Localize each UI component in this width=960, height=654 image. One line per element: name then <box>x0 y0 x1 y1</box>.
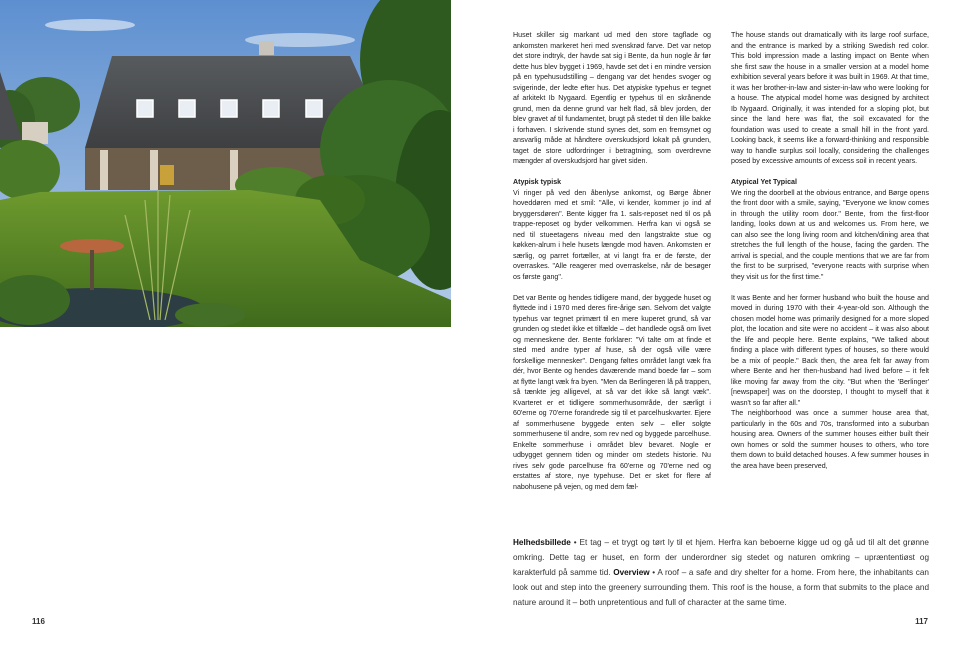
danish-paragraph-1: Vi ringer på ved den åbenlyse ankomst, og Børge åbner hoveddøren med et smil: "Alle, vi kender, kommer jo ind af bryggersdøren". Bente kigger fra 1. sals-reposet ned til os på trappe-reposet og byder velkommen. Herfra kan vi også se ned til stueetagens niveau med den langstrakte stue og køkken-alrum i hele husets længde mod haven. Ankomsten er særlig, og parret fortæller, at vi langt fra er de første, der overraskes. "Alle reagerer med overraskelse, når de besøger os første gang". <box>513 188 711 281</box>
danish-subheading: Atypisk typisk <box>513 178 562 186</box>
caption-english-text: • A roof – a safe and dry shelter for a home. From here, the inhabitants can look out and step into the greenery surrounding them. This roof is the house, a form that submits to the place and nature around it – both unpretentious and full of character at the same time. <box>513 568 929 607</box>
house-garden-photo <box>0 0 451 327</box>
english-intro: The house stands out dramatically with its large roof surface, and the entrance is marked by a striking Swedish red color. This bold impression made a lasting impact on Bente when she first saw the house in a smaller version at a model home exhibition several years before it was built in 1969. At that time, it was her brother-in-law and sister-in-law who were looking for a house. The atypical model home was designed by architect Ib Nygaard. Originally, it was intended for a sloping plot, but since the land here was flat, the soil excavated for the foundation was used to create a small hill in the front yard. Looking back, it seems like a forward-thinking and responsible way to handle surplus soil locally, considering the challenges posed by excessive amounts of excess soil in recent years. <box>731 31 929 165</box>
right-page <box>480 0 960 654</box>
caption-danish-text: • Et tag – et trygt og tørt ly til et hjem. Herfra kan beboerne kigge ud og gå ud til alt det grønne omkring. Dette tag er huset, en form der underordner sig stedet og naturen omkring – upræntentiøst og karakterfuld på samme tid. <box>513 538 929 577</box>
photo-caption <box>513 535 929 610</box>
english-text-column <box>731 30 929 482</box>
caption-danish-label: Helhedsbillede <box>513 538 571 547</box>
english-paragraph-2: It was Bente and her former husband who built the house and moved in during 1970 with their 4-year-old son. Although the chosen model home was primarily designed for a more sloped plot, the location and site were no accident – it was also about the life and people here. Bente explains, "We talked about finding a place with different types of houses, so there would be a mix of people." Back then, the area felt far away from where Bente and her then-husband had lived before – it felt like moving far away from the city. "But when the 'Berlinger' [newspaper] was on the doorstep, I thought to myself that it wasn't so far after all." <box>731 293 929 407</box>
english-paragraph-3: The neighborhood was once a summer house area that, particularly in the 60s and 70s, transformed into a suburban housing area. Owners of the summer houses either built their own homes or sold the summer houses to others, who tore them down to build detached houses. A few summer houses in the area have been preserved, <box>731 409 929 470</box>
english-paragraph-1: We ring the doorbell at the obvious entrance, and Børge opens the front door with a smile, saying, "Everyone we know comes in through the utility room door." Bente, from the first-floor landing, looks down at us and welcomes us. From here, we can also see the long living room and kitchen/dining area that stretches the full length of the house, facing the garden. The arrival is special, and the couple mentions that we are far from the first to be surprised, "everyone reacts with surprise when they visit us for the first time." <box>731 188 929 281</box>
danish-intro: Huset skiller sig markant ud med den store tagflade og ankomsten markeret heri med svenskrød farve. Det var netop det store indtryk, der havde sat sig i Bente, da hun nogle år før dette hus blev bygget i 1969, havde set det i en mindre version på en typehusudstilling – dengang var det hendes svoger og svigerinde, der ledte efter hus. Det atypiske typehus er tegnet af arkitekt Ib Nygaard. Egentlig er typehus til en skrånende grund, men da denne grund var helt flad, så blev jorden, der blev gravet af til fundamentet, brugt på stedet til den lille bakke i forhaven. I skrivende stund synes det, som en fremsynet og ansvarlig måde at håndtere overskudsjord lokalt på grunden, taget de store udfordringer i betragtning, som overdrevne mængder af overskudsjord har givet siden. <box>513 31 711 165</box>
page-number-left: 116 <box>32 617 45 626</box>
page-number-right: 117 <box>915 617 928 626</box>
caption-english-label: Overview <box>613 568 650 577</box>
danish-text-column <box>513 30 711 503</box>
english-subheading: Atypical Yet Typical <box>731 178 797 186</box>
danish-paragraph-2: Det var Bente og hendes tidligere mand, der byggede huset og flyttede ind i 1970 med deres fire-årige søn. Selvom det valgte typehus var tegnet primært til en mere kuperet grund, så var grunden og stedet ikke et tilfælde – det handlede også om livet og menneskene der. Bente forklarer: "Vi talte om at finde et sted med andre typer af huse, så der også ville være forskellige mennesker". Dengang føltes området langt væk fra dér, hvor Bente og hendes daværende mand boede før – som at flytte langt væk fra byen. "Men da Berlingeren lå på trappen, så tænkte jeg alligevel, at så var det ikke så langt væk". Kvarteret er et tidligere sommerhusområde, der særligt i 60'erne og 70'erne forandrede sig til et parcelhuskvarter. Ejere af sommerhusene byggede enten selv – eller solgte sommerhusene til andre, som rev ned og byggede parcelhuse. Enkelte sommerhuse i området blev bevaret. Nogle er udbygget gennem tiden og minder om stedets historie. Nu rives selv gode parcelhuse fra 60'erne og 70'erne ned og erstattes af store, nye typehuse. Det er sket for flere af nabohusene på vejen, og med dem fæl- <box>513 293 711 491</box>
